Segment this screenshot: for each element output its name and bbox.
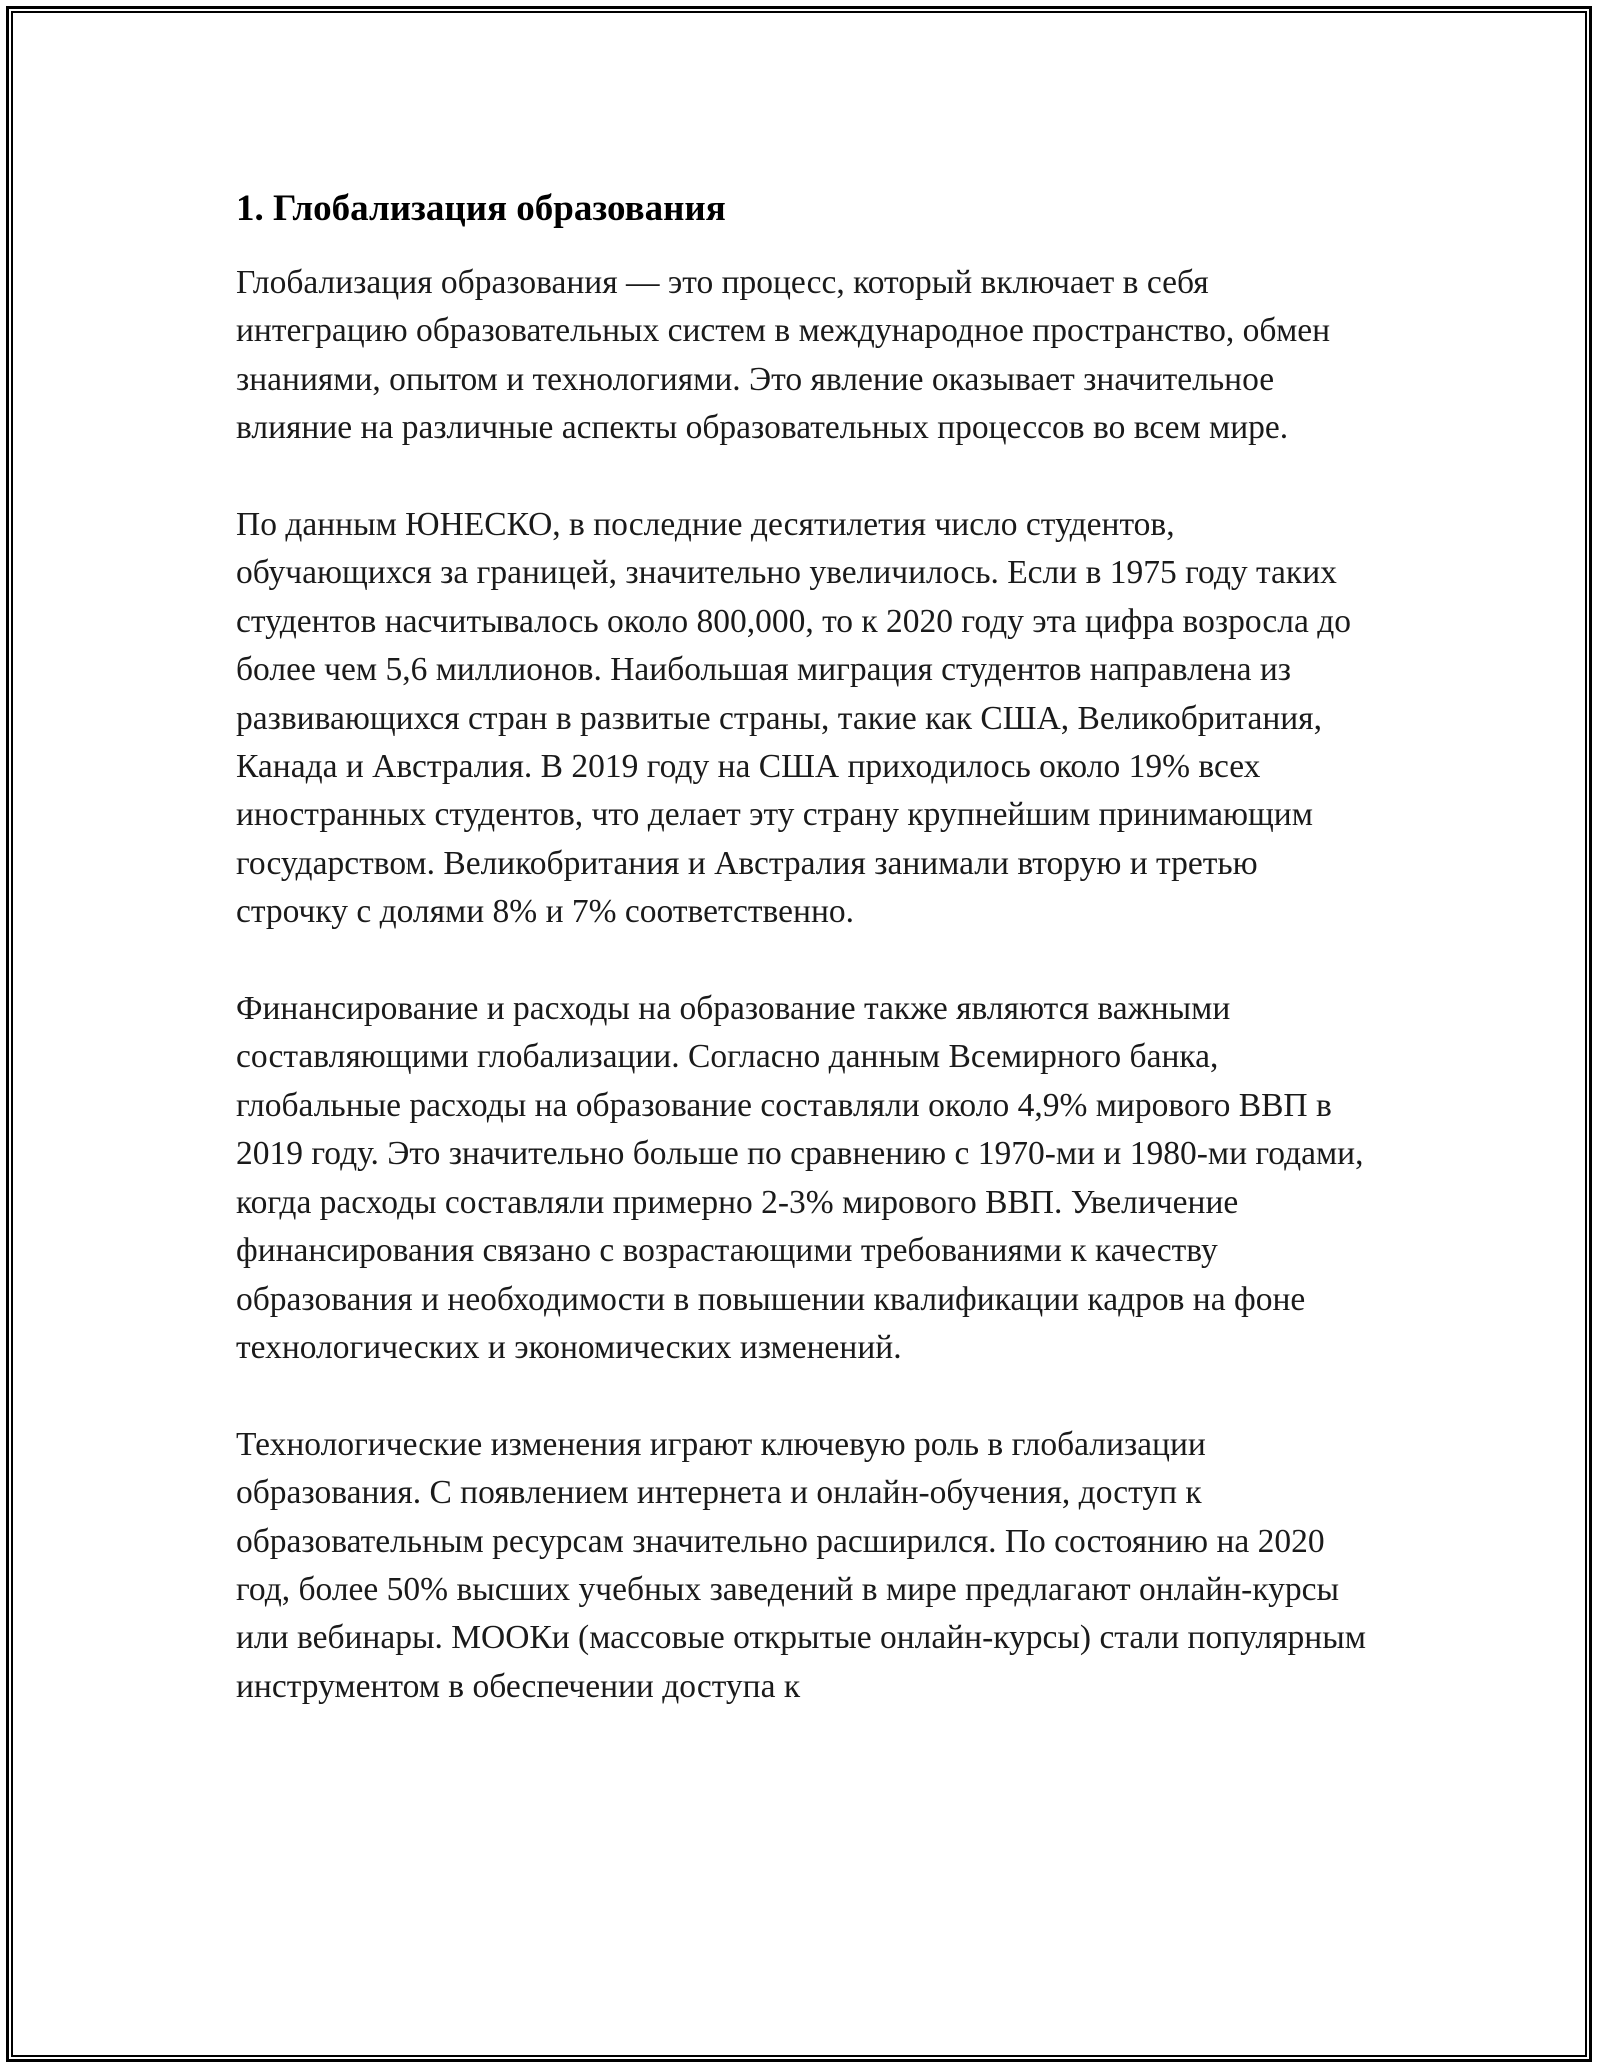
paragraph-technology: Технологические изменения играют ключевую роль в глобализации образования. С появлением интернета и онлайн-обучения, доступ к образовательным ресурсам значительно расширился. По состоянию на 2020 год, более 50% высших учебных заведений в мире предлагают онлайн-курсы или вебинары. МООКи (массовые открытые онлайн-курсы) стали популярным инструментом в обеспечении доступа к: [236, 1425, 1366, 1705]
document-body: [236, 185, 1366, 1760]
paragraph-funding: Финансирование и расходы на образование также являются важными составляющими глобализации. Согласно данным Всемирного банка, глобальные расходы на образование составляли около 4,9% мирового ВВП в 2019 году. Это значительно больше по сравнению с 1970-ми и 1980-ми годами, когда расходы составляли примерно 2-3% мирового ВВП. Увеличение финансирования связано с возрастающими требованиями к качеству образования и необходимости в повышении квалификации кадров на фоне технологических и экономических изменений.: [236, 990, 1364, 1366]
paragraph-intro: Глобализация образования — это процесс, который включает в себя интеграцию образовательных систем в международное пространство, обмен знаниями, опытом и технологиями. Это явление оказывает значительное влияние на различные аспекты образовательных процессов во всем мире.: [236, 264, 1331, 447]
paragraph-students-abroad: По данным ЮНЕСКО, в последние десятилетия число студентов, обучающихся за границей, значительно увеличилось. Если в 1975 году таких студентов насчитывалось около 800,000, то к 2020 году эта цифра возросла до более чем 5,6 миллионов. Наибольшая миграция студентов направлена из развивающихся стран в развитые страны, такие как США, Великобритания, Канада и Австралия. В 2019 году на США приходилось около 19% всех иностранных студентов, что делает эту страну крупнейшим принимающим государством. Великобритания и Австралия занимали вторую и третью строчку с долями 8% и 7% соответственно.: [236, 506, 1352, 931]
section-heading: 1. Глобализация образования: [236, 188, 726, 229]
